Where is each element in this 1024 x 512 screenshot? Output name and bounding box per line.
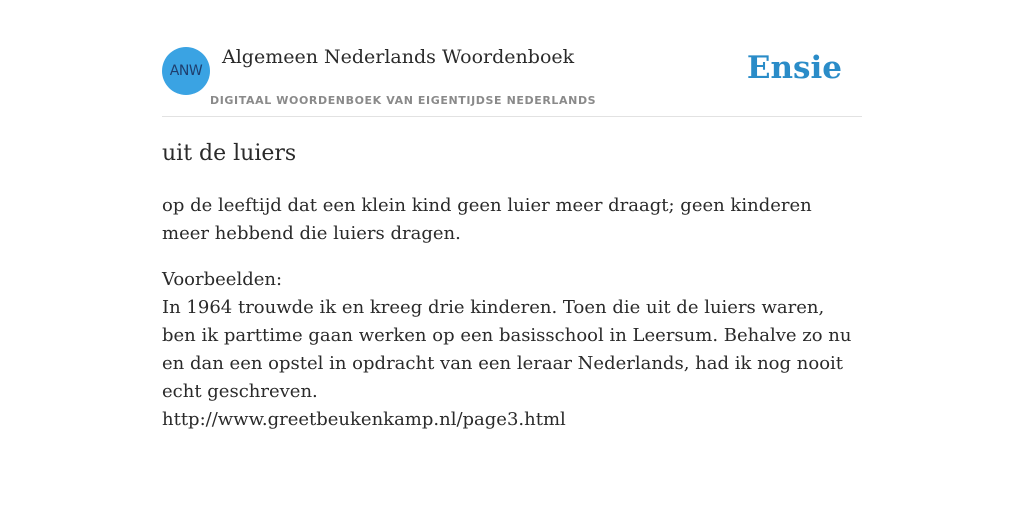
examples-label: Voorbeelden: [162, 269, 283, 290]
example-text: In 1964 trouwde ik en kreeg drie kinderen. Toen die uit de luiers waren, ben ik parttime gaan werken op een basisschool in Leersum. Behalve zo nu en dan een opstel in opdracht van een leraar Nederlands, had ik nog nooit echt geschreven. [162, 297, 852, 402]
examples [162, 266, 862, 434]
anw-logo-text: ANW [169, 63, 203, 79]
ensie-brand-link[interactable]: Ensie [746, 50, 842, 86]
headword: uit de luiers [162, 141, 297, 166]
example-source: http://www.greetbeukenkamp.nl/page3.html [162, 409, 566, 430]
entry-content [162, 138, 862, 434]
site-subtitle: DIGITAAL WOORDENBOEK VAN EIGENTIJDSE NEDERLANDS [210, 94, 597, 107]
definition: op de leeftijd dat een klein kind geen luier meer draagt; geen kinderen meer hebbend die luiers dragen. [162, 195, 812, 244]
header [162, 40, 862, 117]
anw-logo[interactable] [162, 47, 210, 95]
site-title[interactable]: Algemeen Nederlands Woordenboek [222, 46, 575, 68]
